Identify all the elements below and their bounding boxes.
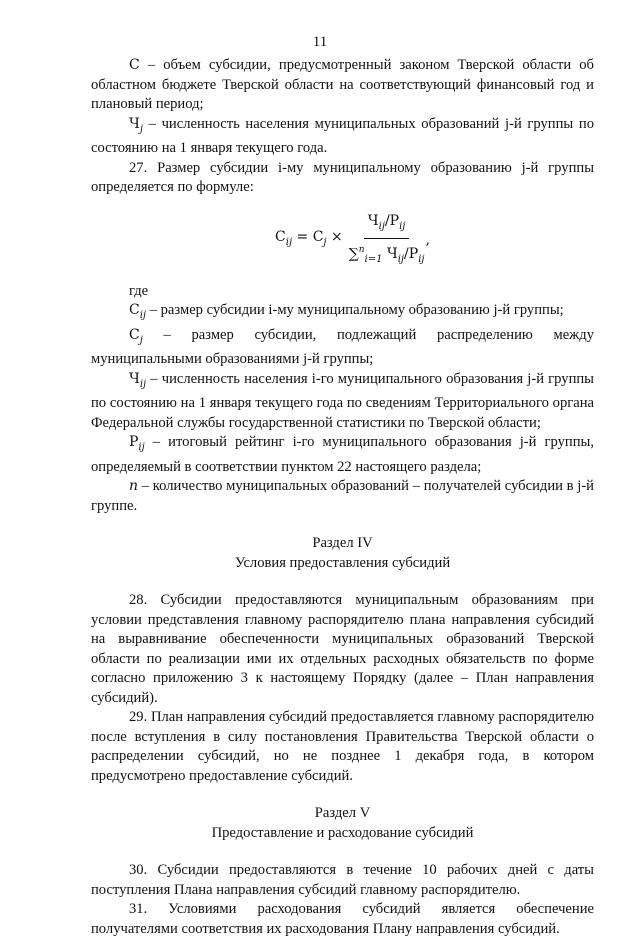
formula: $С_{ij} = С_j$ × $\frac{Ч_{ij}/Р_{ij}}{\sum^n_{i=1} Ч_{ij}/Р_{ij}}$ , — [91, 212, 594, 270]
paragraph-29: 29. План направления субсидий предоставляется главному распорядителю после вступления в силу постановления Правительства Тверской области о распределении субсидий, но не позднее 1 декабря года, в котором предусмотрено предоставление субсидий. — [91, 709, 594, 784]
definition-n: n – количество муниципальных образований – получателей субсидии в j-й группе. — [91, 478, 594, 514]
definition-c-ij-text: – размер субсидии i-му муниципальному образованию j-й группы; — [146, 302, 564, 318]
section-5-subtitle: Предоставление и расходование субсидий — [211, 824, 474, 841]
definition-c-j: $С_j$ – размер субсидии, подлежащий распределению между муниципальными образованиями j-й группы; — [91, 326, 594, 367]
paragraph-27: 27. Размер субсидии i-му муниципальному образованию j-й группы определяется по формуле: — [91, 159, 594, 195]
definition-c-text: – объем субсидии, предусмотренный законом Тверской области об областном бюджете Тверской области на соответствующий финансовый год и плановый период; — [91, 57, 594, 112]
definition-ch-j: $Ч_j$ – численность населения муниципальных образований j-й группы по состоянию на 1 января текущего года. — [91, 115, 594, 156]
definition-n-text: – количество муниципальных образований – получателей субсидии в j-й группе. — [91, 478, 594, 514]
paragraph-30: 30. Субсидии предоставляются в течение 10 рабочих дней с даты поступления Плана направления субсидий главному распорядителю. — [91, 862, 594, 898]
definition-p-ij: $Р_{ij}$ – итоговый рейтинг i-го муниципального образования j-й группы, определяемый в соответствии пунктом 22 настоящего раздела; — [91, 434, 594, 475]
paragraph-28: 28. Субсидии предоставляются муниципальным образованиям при условии представления главному распорядителю плана направления субсидий на выравнивание обеспеченности муниципальных образований Тверской области по реализации ими их отдельных расходных обязательств по форме согласно приложению 3 к настоящему Порядку (далее – План направления субсидий). — [91, 592, 594, 706]
definition-p-ij-text: – итоговый рейтинг i-го муниципального образования j-й группы, определяемый в соответствии пунктом 22 настоящего раздела; — [91, 434, 594, 475]
definition-c-j-text: – размер субсидии, подлежащий распределению между муниципальными образованиями j-й группы; — [91, 326, 594, 367]
section-4-title: Раздел IV — [312, 535, 373, 551]
label-gde: где — [129, 282, 149, 299]
definition-c-ij: $С_{ij}$ – размер субсидии i-му муниципальному образованию j-й группы; — [129, 302, 564, 321]
definition-c: С – объем субсидии, предусмотренный законом Тверской области об областном бюджете Тверской области на соответствующий финансовый год и плановый период; — [91, 57, 594, 112]
definition-ch-j-text: – численность населения муниципальных образований j-й группы по состоянию на 1 января текущего года. — [91, 115, 594, 156]
page-content — [91, 56, 594, 939]
definition-ch-ij: $Ч_{ij}$ – численность населения i-го муниципального образования j-й группы по состоянию на 1 января текущего года по сведениям Территориального органа Федеральной службы государственной статистики по Тверской области; — [91, 370, 594, 431]
section-5-title: Раздел V — [314, 805, 371, 821]
section-4-subtitle: Условия предоставления субсидий — [234, 554, 451, 571]
definition-ch-ij-text: – численность населения i-го муниципального образования j-й группы по состоянию на 1 января текущего года по сведениям Территориального органа Федеральной службы государственной статистики по Тверской области; — [91, 370, 594, 431]
formula-fraction: $\frac{Ч_{ij}/Р_{ij}}{\sum^n_{i=1} Ч_{ij}/Р_{ij}}$ — [348, 212, 425, 265]
paragraph-31: 31. Условиями расходования субсидий является обеспечение получателями соответствия их расходования Плану направления субсидий. — [91, 901, 594, 937]
page-number: 11 — [312, 34, 328, 50]
